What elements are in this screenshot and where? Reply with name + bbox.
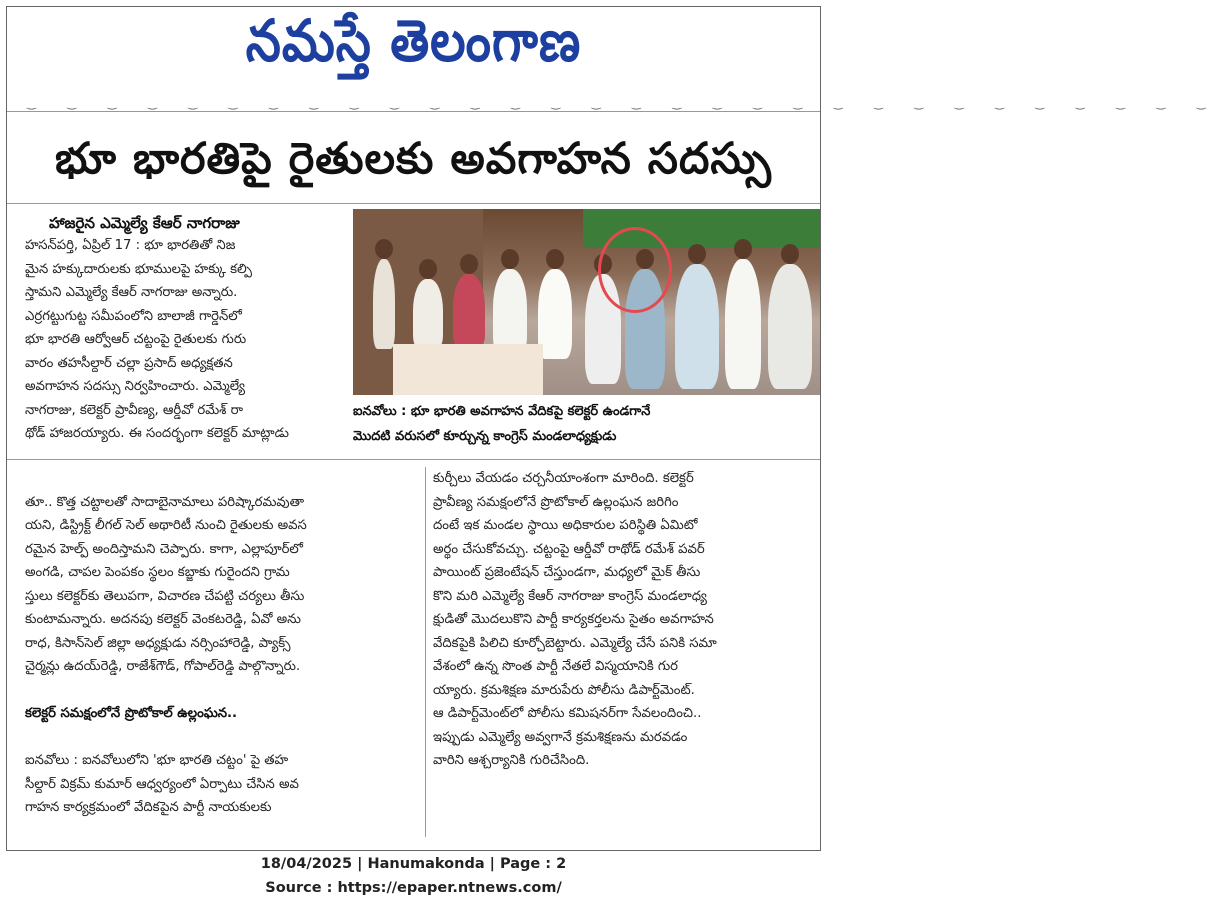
- cropped-text-strip: ‿ ‿ ‿ ‿ ‿ ‿ ‿ ‿ ‿ ‿ ‿ ‿ ‿ ‿ ‿ ‿ ‿ ‿ ‿ ‿ ‿ ‿ ‿ ‿ ‿ ‿ ‿ ‿ ‿ ‿: [27, 97, 1220, 110]
- photo-person: [413, 279, 443, 349]
- column-separator: [425, 467, 426, 837]
- masthead: [7, 7, 820, 85]
- article-text-left-bottom: [25, 467, 423, 827]
- footer-date-line: 18/04/2025 | Hanumakonda | Page : 2: [260, 856, 567, 872]
- article-subheadline: హాజరైన ఎమ్మెల్యే కేఆర్ నాగరాజు: [49, 214, 240, 232]
- photo-person: [493, 269, 527, 354]
- photo-person: [373, 259, 395, 349]
- section-heading: కలెక్టర్ సమక్షంలోనే ప్రొటోకాల్ ఉల్లంఘన..: [25, 706, 238, 721]
- article-text-right: కుర్చీలు వేయడం చర్చనీయాంశంగా మారింది. కలెక్టర్ ప్రావీణ్య సమక్షంలోనే ప్రొటోకాల్ ఉల్లంఘన జరిగిం దంటే ఇక మండల స్థాయి అధికారుల పరిస్థితి ఏమిటో అర్థం చేసుకోవచ్చు. చట్టంపై ఆర్డీవో రాథోడ్ రమేశ్ పవర్ పాయింట్ ప్రజెంటేషన్ చేస్తుండగా, మధ్యలో మైక్ తీసు కొని మరి ఎమ్మెల్యే కేఆర్ నాగరాజు కాంగ్రెస్ మండలాధ్య క్షుడితో మొదలుకొని పార్టీ కార్యకర్తలను సైతం అవగాహన వేదికపైకి పిలిచి కూర్చోబెట్టారు. ఎమ్మెల్యే చేసే పనికి సమా వేశంలో ఉన్న సొంత పార్టీ నేతలే విస్మయానికి గుర య్యారు. క్రమశిక్షణ మారుపేరు పోలీసు డిపార్ట్‌మెంట్. ఆ డిపార్ట్‌మెంట్‌లో పోలీసు కమిషనర్‌గా సేవలందించి.. ఇప్పుడు ఎమ్మెల్యే అవ్వగానే క్రమశిక్షణను మరవడం వారిని ఆశ్చర్యానికి గురిచేసింది.: [433, 471, 717, 768]
- photo-person: [675, 264, 719, 389]
- photo-person: [725, 259, 761, 389]
- rule-under-headline: [7, 203, 820, 204]
- photo-caption: ఐనవోలు : భూ భారతి అవగాహన వేదికపై కలెక్టర్ ఉండగానే మొదటి వరుసలో కూర్చున్న కాంగ్రెస్ మండలాధ్యక్షుడు: [353, 404, 651, 444]
- footer-source-line: Source : https://epaper.ntnews.com/: [265, 880, 562, 896]
- article-photo: [353, 209, 820, 395]
- article-paragraph: తూ.. కొత్త చట్టాలతో సాదాబైనామాలు పరిష్కారమవుతా యని, డిస్ట్రిక్ట్ లీగల్ సెల్ అథారిటీ నుంచి రైతులకు అవస రమైన హెల్ప్ అందిస్తామని చెప్పారు. కాగా, ఎల్లాపూర్‌లో అంగడి, చాపల పెంపకం స్థలం కబ్జాకు గురైందని గ్రామ స్తులు కలెక్టర్‌కు తెలుపగా, విచారణ చేపట్టి చర్యలు తీసు కుంటామన్నారు. అదనపు కలెక్టర్ వెంకటరెడ్డి, ఏవో అను రాధ, కిసాన్‌సెల్ జిల్లా అధ్యక్షుడు నర్సింహారెడ్డి, ప్యాక్స్ చైర్మన్లు ఉదయ్‌రెడ్డి, రాజేశ్‌గౌడ్, గోపాల్‌రెడ్డి పాల్గొన్నారు.: [25, 494, 307, 674]
- highlight-circle-annotation: [598, 227, 672, 313]
- rule-top: [7, 111, 820, 112]
- photo-person: [538, 269, 572, 359]
- rule-column-break: [7, 459, 820, 460]
- newspaper-logo: నమస్తే తెలంగాణ: [245, 7, 582, 75]
- photo-table: [393, 344, 543, 395]
- article-headline: భూ భారతిపై రైతులకు అవగాహన సదస్సు: [55, 134, 772, 184]
- photo-person: [453, 274, 485, 349]
- article-text-left-top: హసన్‌పర్తి, ఏప్రిల్ 17 : భూ భారతితో నిజ మైన హక్కుదారులకు భూములపై హక్కు కల్పి స్తామని ఎమ్మెల్యే కేఆర్ నాగరాజు అన్నారు. ఎర్రగట్టుగుట్ట సమీపంలోని బాలాజీ గార్డెన్‌లో భూ భారతి ఆర్వోఆర్ చట్టంపై రైతులకు గురు వారం తహసీల్దార్ చల్లా ప్రసాద్ అధ్యక్షతన అవగాహన సదస్సు నిర్వహించారు. ఎమ్మెల్యే నాగరాజు, కలెక్టర్ ప్రావీణ్య, ఆర్డీవో రమేశ్ రా థోడ్ హాజరయ్యారు. ఈ సందర్భంగా కలెక్టర్ మాట్లాడు: [25, 238, 289, 441]
- newspaper-clipping: [6, 6, 1220, 851]
- photo-person: [768, 264, 812, 389]
- article-paragraph: ఐనవోలు : ఐనవోలులోని 'భూ భారతి చట్టం' పై తహ సీల్దార్ విక్రమ్ కుమార్ ఆధ్వర్యంలో ఏర్పాటు చేసిన అవ గాహన కార్యక్రమంలో వేదికపైన పార్టీ నాయకులకు: [25, 753, 299, 815]
